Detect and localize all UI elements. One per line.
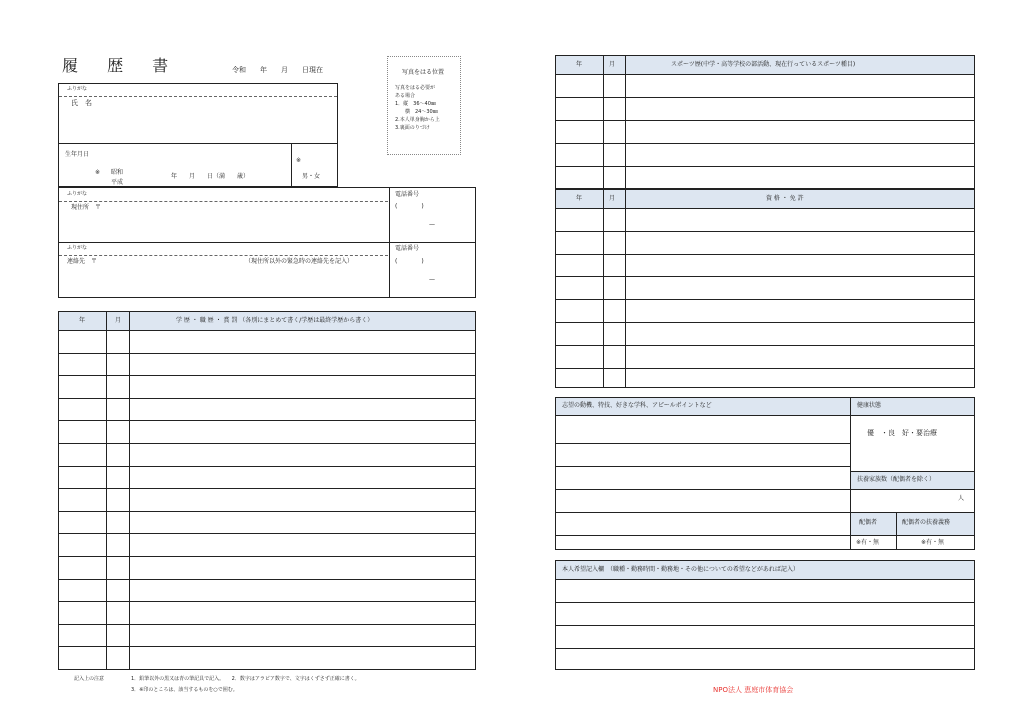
history-row[interactable] <box>59 557 475 579</box>
license-row[interactable] <box>556 232 974 254</box>
history-row[interactable] <box>59 399 475 421</box>
era-heisei[interactable]: 平成 <box>111 179 124 186</box>
form-title: 履 歴 書 <box>62 56 181 75</box>
gender-mark: ※ <box>296 157 302 164</box>
history-row[interactable] <box>59 467 475 489</box>
phone-label-2: 電話番号 <box>395 245 420 252</box>
birth-fields[interactable]: 年 月 日（満 歳） <box>171 173 250 180</box>
history-row[interactable] <box>59 421 475 443</box>
health-options[interactable]: 優 ・良 好・要治療 <box>867 429 937 437</box>
spouse-support-select[interactable]: ※有・無 <box>921 539 945 546</box>
history-row[interactable] <box>59 489 475 511</box>
license-row[interactable] <box>556 346 974 368</box>
organization-name: NPO法人 恵庭市体育協会 <box>713 686 794 694</box>
name-block <box>58 83 338 187</box>
contact-note: （現住所以外の緊急時の連絡先を記入） <box>245 258 354 265</box>
current-address-input[interactable] <box>59 202 389 242</box>
license-row[interactable] <box>556 300 974 322</box>
history-col-month: 月 <box>115 317 122 324</box>
phone-input-1[interactable]: ( ) <box>395 203 424 210</box>
name-furigana-label: ふりがな <box>67 86 88 92</box>
license-row[interactable] <box>556 277 974 299</box>
license-row[interactable] <box>556 209 974 231</box>
photo-note-1: 写真をはる必要が <box>395 85 436 91</box>
photo-note-6: 3.裏面のりづけ <box>395 125 430 131</box>
contact-furigana-label: ふりがな <box>67 245 88 251</box>
phone-dash-2: — <box>429 276 435 283</box>
history-row[interactable] <box>59 331 475 353</box>
name-input[interactable] <box>59 97 337 143</box>
sports-row[interactable] <box>556 121 974 143</box>
sports-col-content: スポーツ歴(中学・高等学校の部活動、現在行っているスポーツ種目) <box>671 61 856 68</box>
sports-row[interactable] <box>556 98 974 120</box>
history-row[interactable] <box>59 580 475 602</box>
dependents-input[interactable] <box>851 490 974 512</box>
history-row[interactable] <box>59 647 475 669</box>
motivation-health-block <box>555 397 975 550</box>
spouse-heading: 配偶者 <box>859 519 878 526</box>
photo-note-2: ある場合 <box>395 93 416 99</box>
license-col-year: 年 <box>576 195 583 202</box>
phone-dash-1: — <box>429 221 435 228</box>
license-table <box>555 189 975 388</box>
contact-address-input[interactable] <box>59 256 389 298</box>
motivation-heading: 志望の動機、特技、好きな学科、アピールポイントなど <box>562 402 712 409</box>
photo-note-3: 1．縦 36～40㎜ <box>395 101 436 107</box>
current-address-label: 現住所 〒 <box>71 204 102 211</box>
health-heading: 健康状態 <box>857 402 882 409</box>
spouse-select[interactable]: ※有・無 <box>856 539 880 546</box>
history-row[interactable] <box>59 534 475 556</box>
license-row[interactable] <box>556 323 974 345</box>
wishes-block <box>555 560 975 670</box>
history-col-year: 年 <box>79 317 86 324</box>
sports-col-year: 年 <box>576 61 583 68</box>
history-row[interactable] <box>59 602 475 624</box>
wishes-row[interactable] <box>556 603 974 625</box>
dependents-heading: 扶養家族数（配偶者を除く） <box>857 476 936 483</box>
era-mark: ※ <box>95 169 101 176</box>
wishes-row[interactable] <box>556 626 974 648</box>
sports-row[interactable] <box>556 167 974 189</box>
history-row[interactable] <box>59 376 475 398</box>
sports-col-month: 月 <box>609 61 616 68</box>
history-row[interactable] <box>59 354 475 376</box>
sports-table <box>555 55 975 189</box>
photo-note-5: 2.本人単身胸から上 <box>395 117 440 123</box>
name-label: 氏 名 <box>71 99 92 107</box>
notes-label: 記入上の注意 <box>74 676 105 682</box>
history-col-content: 学 歴 ・ 職 歴 ・ 賞 罰 （各別にまとめて書く/学歴は最終学歴から書く） <box>176 317 374 324</box>
history-row[interactable] <box>59 512 475 534</box>
notes-line-1: 1．鉛筆以外の黒又は青の筆記具で記入。 2．数字はアラビア数字で、文字はくずさず正確に書く。 <box>131 676 360 682</box>
history-row[interactable] <box>59 444 475 466</box>
motivation-input[interactable] <box>556 416 850 550</box>
date-line: 令和 年 月 日現在 <box>232 66 323 74</box>
history-row[interactable] <box>59 625 475 647</box>
photo-note-4: 横 24～30㎜ <box>395 109 438 115</box>
birth-label: 生年月日 <box>65 151 90 158</box>
address-block <box>58 187 476 298</box>
photo-placeholder <box>387 56 461 155</box>
license-header <box>556 190 974 208</box>
license-row[interactable] <box>556 255 974 277</box>
wishes-row[interactable] <box>556 580 974 602</box>
license-row[interactable] <box>556 369 974 391</box>
license-col-month: 月 <box>609 195 616 202</box>
address-furigana-label: ふりがな <box>67 191 88 197</box>
wishes-row[interactable] <box>556 649 974 671</box>
history-table <box>58 311 476 670</box>
era-showa[interactable]: 昭和 <box>111 169 124 176</box>
license-col-content: 資 格 ・ 免 許 <box>766 195 804 202</box>
notes-line-2: 3．※印のところは、該当するものを○で囲む。 <box>131 687 238 693</box>
sports-row[interactable] <box>556 144 974 166</box>
phone-input-2[interactable]: ( ) <box>395 258 424 265</box>
contact-address-label: 連絡先 〒 <box>67 258 98 265</box>
sports-row[interactable] <box>556 75 974 97</box>
photo-heading: 写真をはる位置 <box>402 69 445 76</box>
phone-label-1: 電話番号 <box>395 191 420 198</box>
gender-select[interactable]: 男・女 <box>302 173 321 180</box>
wishes-heading: 本人希望記入欄 （職種・勤務時間・勤務地・その他についての希望などがあれば記入） <box>562 566 799 573</box>
spouse-support-heading: 配偶者の扶養義務 <box>902 519 951 526</box>
dependents-unit: 人 <box>958 495 965 502</box>
